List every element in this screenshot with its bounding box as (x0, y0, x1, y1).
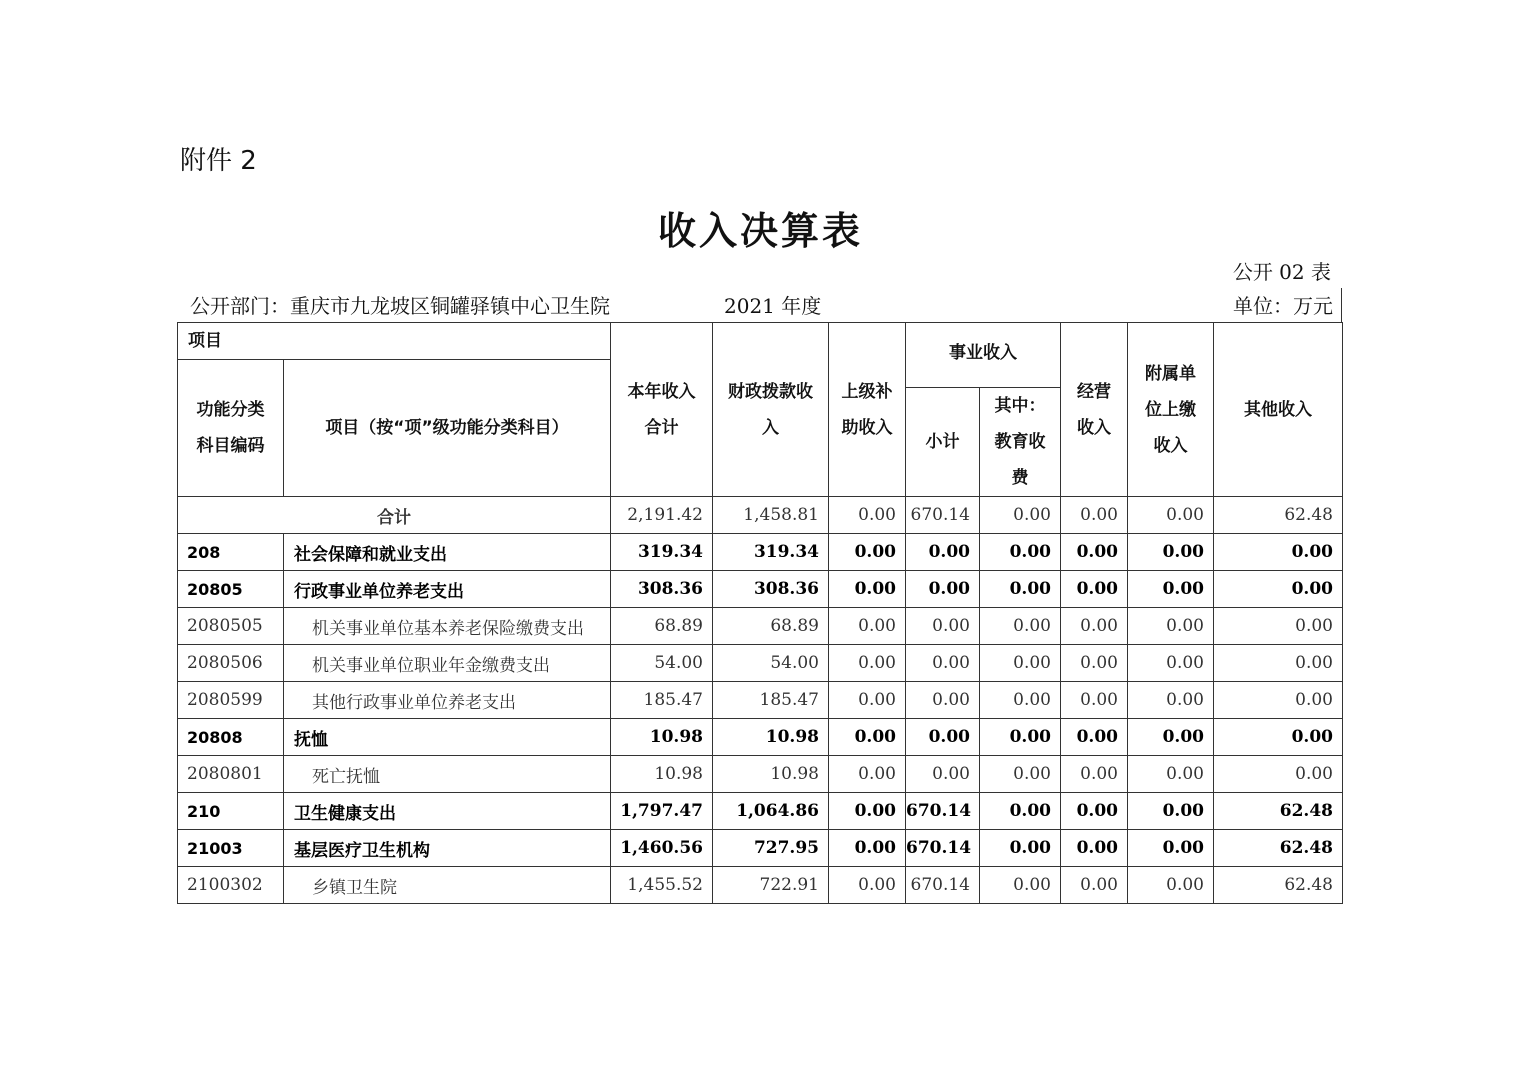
row-value: 0.00 (980, 534, 1061, 571)
row-value: 0.00 (1061, 793, 1128, 830)
row-value: 319.34 (611, 534, 713, 571)
row-value: 62.48 (1214, 830, 1343, 867)
header-item-group: 项目 (178, 323, 611, 360)
row-value: 1,455.52 (611, 867, 713, 904)
row-code: 2080505 (178, 608, 284, 645)
row-value: 0.00 (829, 608, 906, 645)
row-code: 2100302 (178, 867, 284, 904)
row-value: 0.00 (980, 867, 1061, 904)
row-value: 0.00 (829, 534, 906, 571)
row-value: 0.00 (829, 756, 906, 793)
row-value: 0.00 (1214, 682, 1343, 719)
row-value: 0.00 (980, 719, 1061, 756)
row-value: 10.98 (611, 756, 713, 793)
row-value: 0.00 (1128, 534, 1214, 571)
header-item-name: 项目（按“项”级功能分类科目） (284, 360, 611, 497)
row-name: 乡镇卫生院 (284, 867, 611, 904)
row-value: 0.00 (1128, 645, 1214, 682)
row-value: 54.00 (713, 645, 829, 682)
table-row (178, 756, 1343, 793)
row-value: 10.98 (713, 719, 829, 756)
row-value: 0.00 (1128, 608, 1214, 645)
row-value: 0.00 (829, 719, 906, 756)
row-value: 670.14 (906, 867, 980, 904)
page-title: 收入决算表 (657, 209, 863, 253)
row-value: 0.00 (829, 645, 906, 682)
header-business: 事业收入 (906, 323, 1061, 388)
row-value: 0.00 (1214, 645, 1343, 682)
header-operating: 经营收入 (1061, 323, 1128, 497)
row-name: 基层医疗卫生机构 (284, 830, 611, 867)
row-value: 0.00 (980, 645, 1061, 682)
row-value: 0.00 (906, 608, 980, 645)
row-name: 死亡抚恤 (284, 756, 611, 793)
row-value: 0.00 (829, 830, 906, 867)
total-row (178, 497, 1343, 534)
table-row (178, 682, 1343, 719)
row-code: 2080506 (178, 645, 284, 682)
row-value: 68.89 (611, 608, 713, 645)
table-number: 公开 02 表 (1232, 260, 1331, 284)
table-row (178, 608, 1343, 645)
table-body (178, 534, 1343, 904)
total-cell: 2,191.42 (611, 497, 713, 534)
header-other: 其他收入 (1214, 323, 1343, 497)
row-value: 308.36 (611, 571, 713, 608)
row-code: 2080801 (178, 756, 284, 793)
row-value: 0.00 (1128, 867, 1214, 904)
table-row (178, 645, 1343, 682)
table-row (178, 719, 1343, 756)
row-value: 0.00 (1128, 756, 1214, 793)
row-value: 1,064.86 (713, 793, 829, 830)
row-value: 0.00 (1128, 830, 1214, 867)
header-affiliate: 附属单位上缴收入 (1128, 323, 1214, 497)
row-value: 722.91 (713, 867, 829, 904)
row-value: 0.00 (980, 608, 1061, 645)
fiscal-year: 2021 年度 (724, 294, 822, 318)
row-value: 0.00 (906, 682, 980, 719)
header-fiscal: 财政拨款收入 (713, 323, 829, 497)
row-value: 54.00 (611, 645, 713, 682)
total-label: 合计 (178, 497, 611, 534)
row-name: 机关事业单位基本养老保险缴费支出 (284, 608, 611, 645)
row-name: 社会保障和就业支出 (284, 534, 611, 571)
header-subtotal: 小计 (906, 388, 980, 497)
row-value: 0.00 (1128, 571, 1214, 608)
row-value: 670.14 (906, 830, 980, 867)
table-row (178, 867, 1343, 904)
row-value: 0.00 (1214, 534, 1343, 571)
row-value: 62.48 (1214, 793, 1343, 830)
department-label: 公开部门：重庆市九龙坡区铜罐驿镇中心卫生院 (190, 294, 610, 318)
row-name: 行政事业单位养老支出 (284, 571, 611, 608)
header-func-code: 功能分类科目编码 (178, 360, 284, 497)
row-value: 0.00 (1061, 719, 1128, 756)
table-meta (178, 288, 1342, 322)
total-cell: 0.00 (1061, 497, 1128, 534)
row-value: 0.00 (829, 867, 906, 904)
row-name: 其他行政事业单位养老支出 (284, 682, 611, 719)
row-value: 0.00 (1128, 682, 1214, 719)
row-value: 0.00 (1128, 719, 1214, 756)
header-total-income: 本年收入合计 (611, 323, 713, 497)
row-value: 0.00 (906, 645, 980, 682)
row-code: 208 (178, 534, 284, 571)
header-education: 其中：教育收费 (980, 388, 1061, 497)
row-value: 1,460.56 (611, 830, 713, 867)
row-value: 0.00 (906, 534, 980, 571)
row-value: 0.00 (1128, 793, 1214, 830)
row-value: 0.00 (829, 571, 906, 608)
row-value: 0.00 (1061, 608, 1128, 645)
row-value: 0.00 (1061, 756, 1128, 793)
row-value: 319.34 (713, 534, 829, 571)
row-name: 卫生健康支出 (284, 793, 611, 830)
row-code: 21003 (178, 830, 284, 867)
row-value: 185.47 (611, 682, 713, 719)
row-value: 0.00 (829, 793, 906, 830)
row-value: 0.00 (1061, 830, 1128, 867)
row-value: 0.00 (1061, 867, 1128, 904)
row-value: 0.00 (1214, 571, 1343, 608)
row-value: 0.00 (1214, 608, 1343, 645)
row-value: 0.00 (1214, 756, 1343, 793)
row-value: 10.98 (713, 756, 829, 793)
row-value: 0.00 (906, 719, 980, 756)
row-value: 308.36 (713, 571, 829, 608)
row-value: 0.00 (1214, 719, 1343, 756)
total-cell: 62.48 (1214, 497, 1343, 534)
row-value: 0.00 (980, 830, 1061, 867)
row-value: 0.00 (980, 571, 1061, 608)
row-value: 0.00 (829, 682, 906, 719)
table-row (178, 793, 1343, 830)
row-code: 20805 (178, 571, 284, 608)
row-code: 2080599 (178, 682, 284, 719)
total-cell: 0.00 (829, 497, 906, 534)
row-value: 0.00 (1061, 645, 1128, 682)
total-cell: 0.00 (980, 497, 1061, 534)
row-value: 10.98 (611, 719, 713, 756)
row-value: 0.00 (980, 756, 1061, 793)
unit-label: 单位：万元 (1233, 294, 1333, 318)
row-value: 727.95 (713, 830, 829, 867)
table-row (178, 830, 1343, 867)
row-value: 0.00 (1061, 571, 1128, 608)
row-value: 0.00 (980, 682, 1061, 719)
row-value: 0.00 (906, 571, 980, 608)
total-cell: 0.00 (1128, 497, 1214, 534)
row-name: 抚恤 (284, 719, 611, 756)
total-cell: 1,458.81 (713, 497, 829, 534)
attachment-label: 附件 2 (180, 146, 257, 176)
row-code: 210 (178, 793, 284, 830)
total-cell: 670.14 (906, 497, 980, 534)
table-row (178, 534, 1343, 571)
row-code: 20808 (178, 719, 284, 756)
row-value: 0.00 (1061, 682, 1128, 719)
header-superior: 上级补助收入 (829, 323, 906, 497)
row-value: 1,797.47 (611, 793, 713, 830)
income-table (177, 322, 1343, 904)
row-value: 0.00 (980, 793, 1061, 830)
row-value: 670.14 (906, 793, 980, 830)
row-name: 机关事业单位职业年金缴费支出 (284, 645, 611, 682)
table-row (178, 571, 1343, 608)
row-value: 62.48 (1214, 867, 1343, 904)
row-value: 0.00 (1061, 534, 1128, 571)
row-value: 185.47 (713, 682, 829, 719)
row-value: 68.89 (713, 608, 829, 645)
row-value: 0.00 (906, 756, 980, 793)
